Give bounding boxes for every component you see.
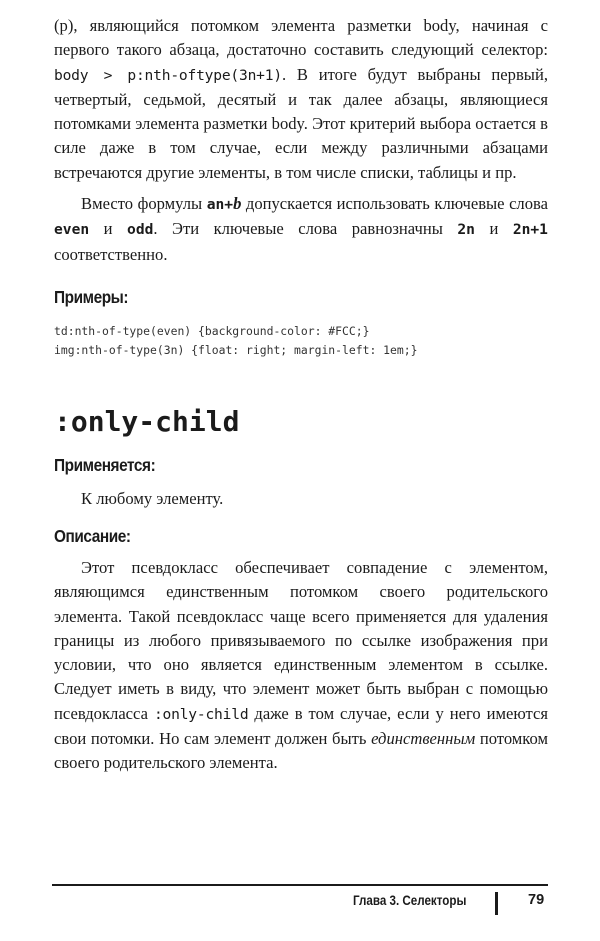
description-heading: Описание: bbox=[54, 525, 131, 546]
keyword-2n-plus-1: 2n+1 bbox=[512, 221, 548, 239]
inline-code-selector: body > p:nth-oftype(3n+1) bbox=[54, 66, 282, 84]
keyword-odd: odd bbox=[127, 221, 154, 239]
code-line: img:nth-of-type(3n) {float: right; margin-left: 1em;} bbox=[54, 342, 418, 357]
formula-plus: + bbox=[224, 196, 234, 214]
footer-divider bbox=[52, 884, 548, 886]
formula-and: и bbox=[89, 219, 128, 239]
formula-text-2: допускается использовать ключевые слова bbox=[241, 194, 548, 214]
formula-text-1: Вместо формулы bbox=[81, 194, 207, 214]
page-number: 79 bbox=[528, 892, 545, 908]
keyword-2n: 2n bbox=[457, 221, 475, 239]
intro-paragraph bbox=[54, 14, 548, 185]
footer-separator bbox=[495, 892, 498, 915]
formula-text-4: соответственно. bbox=[54, 244, 168, 264]
intro-text-2: . В итоге будут выбраны первый, четвертый, седьмой, десятый и так далее абзацы, являющиеся потомками элемента разметки body. Этот критерий выбора остается в силе даже в том случае, если между различными абзацами встречаются другие элементы, в том числе списки, таблицы и пр. bbox=[54, 64, 548, 182]
description-emphasis: единственным bbox=[371, 729, 476, 749]
description-text-3: потомком своего родительского элемента. bbox=[54, 729, 549, 773]
description-text-1: Этот псевдокласс обеспечивает совпадение с элементом, являющимся единственным потомком своего родительского элемента. Такой псевдокласс чаще всего применяется для удаления границы из любого привязываемого по ссылке изображения при условии, что оно является единственным элементом в ссылке. Следует иметь в виду, что элемент может быть выбран с помощью псевдокласса bbox=[54, 557, 548, 723]
examples-heading: Примеры: bbox=[54, 286, 129, 307]
examples-code-block bbox=[54, 322, 548, 360]
intro-text-1: (p), являющийся потомком элемента разметки body, начиная с первого такого абзаца, достаточно составить следующий селектор: bbox=[54, 16, 548, 60]
inline-code-only-child: :only-child bbox=[153, 705, 249, 723]
formula-and-2: и bbox=[474, 219, 513, 239]
formula-paragraph bbox=[54, 192, 548, 267]
keyword-even: even bbox=[54, 221, 90, 239]
applies-text: К любому элементу. bbox=[81, 488, 224, 508]
page-content bbox=[54, 14, 548, 776]
formula-an: an bbox=[206, 196, 225, 214]
footer-chapter-title: Глава 3. Селекторы bbox=[353, 893, 467, 908]
applies-heading: Применяется: bbox=[54, 454, 156, 475]
section-title: :only-child bbox=[54, 404, 240, 438]
description-text-2: даже в том случае, если у него имеются свои потомки. Но сам элемент должен быть bbox=[54, 703, 548, 749]
code-line: td:nth-of-type(even) {background-color: #FCC;} bbox=[54, 323, 370, 338]
formula-text-3: . Эти ключевые слова равнозначны bbox=[153, 219, 458, 239]
formula-b: b bbox=[233, 194, 242, 214]
description-paragraph bbox=[54, 556, 548, 776]
